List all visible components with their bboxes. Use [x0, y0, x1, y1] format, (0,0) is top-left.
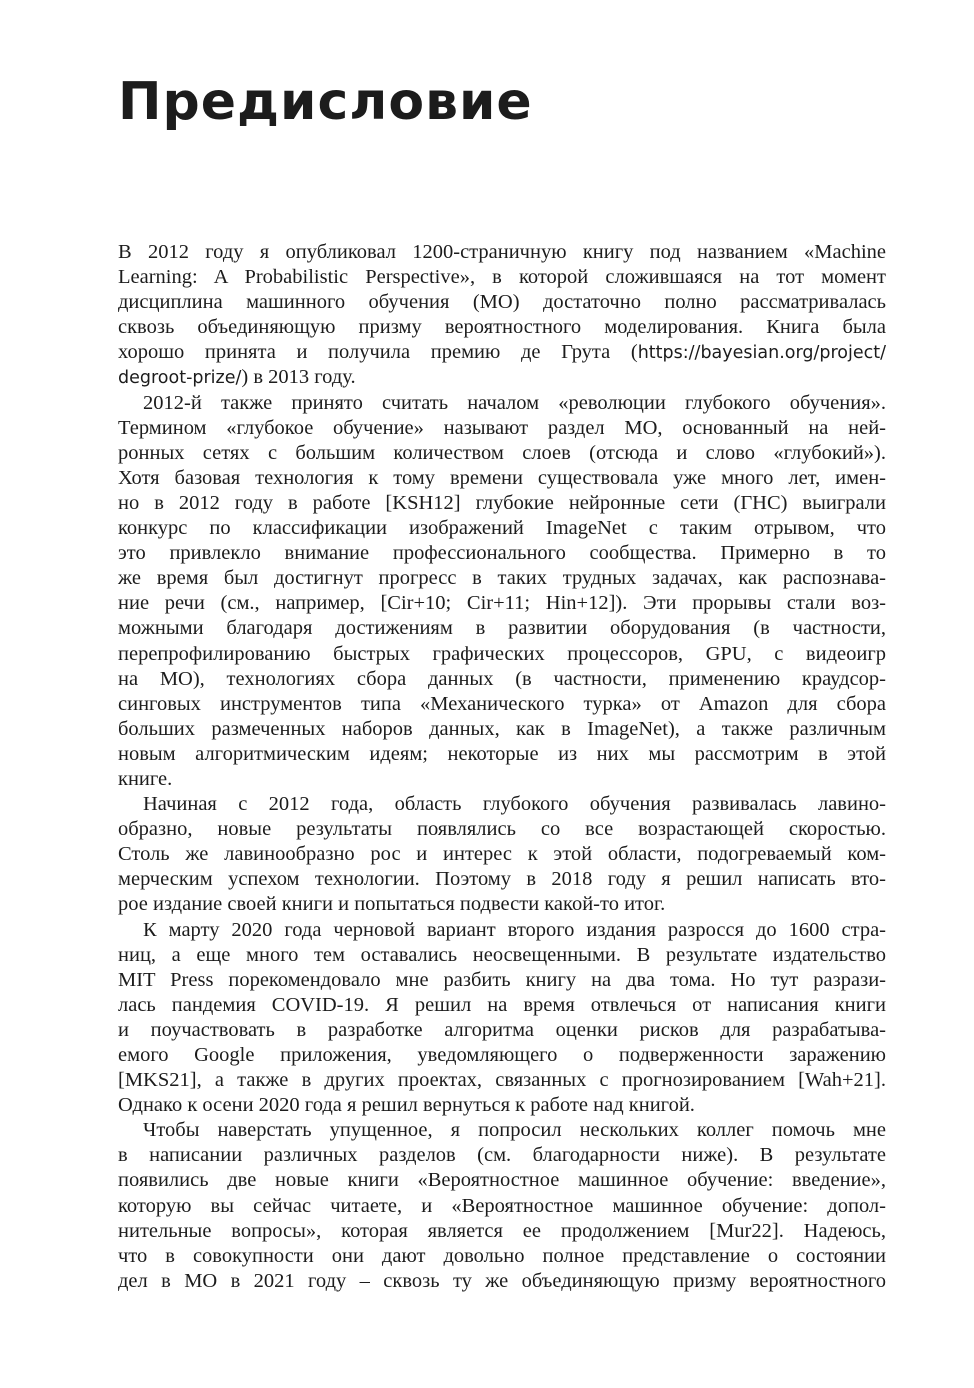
text-line: лась пандемия COVID-19. Я решил на время отвлечься от написания книги	[118, 993, 886, 1016]
text-line: Хотя базовая технология к тому времени существовала уже много лет, имен-	[118, 466, 886, 489]
text-line: 2012-й также принято считать началом «революции глубокого обучения».	[143, 391, 886, 414]
text-line: больших размеченных наборов данных, как в ImageNet), а также различным	[118, 717, 886, 740]
text-line: перепрофилированию быстрых графических процессоров, GPU, с видеоигр	[118, 642, 886, 665]
text-line: degroot-prize/) в 2013 году.	[118, 366, 356, 389]
text-line: К марту 2020 года черновой вариант второго издания разросся до 1600 стра-	[143, 918, 886, 941]
text-line: и поучаствовать в разработке алгоритма оценки рисков для разрабатыва-	[118, 1018, 886, 1041]
text-line: конкурс по классификации изображений ImageNet с таким отрывом, что	[118, 517, 886, 540]
text-line: книге.	[118, 767, 173, 790]
text-line: ние речи (см., например, [Cir+10; Cir+11; Hin+12]). Эти прорывы стали воз-	[118, 592, 886, 615]
text-line: синговых инструментов типа «Механического турка» от Amazon для сбора	[118, 692, 886, 715]
text-line: мерческим успехом технологии. Поэтому в 2018 году я решил написать вто-	[118, 868, 886, 891]
text-line: нительные вопросы», которая является ее продолжением [Mur22]. Надеюсь,	[118, 1219, 886, 1242]
text-line: рое издание своей книги и попытаться подвести какой-то итог.	[118, 893, 666, 916]
text-line: MIT Press порекомендовало мне разбить книгу на два тома. Но тут разрази-	[118, 968, 886, 991]
text-line: ронных сетях с большим количеством слоев (отсюда и слово «глубокий»).	[118, 441, 886, 464]
text-line: это привлекло внимание профессионального сообщества. Примерно в то	[118, 542, 886, 565]
chapter-title: Предисловие	[118, 72, 533, 132]
text-line: что в совокупности они дают довольно полное представление о состоянии	[118, 1244, 886, 1267]
text-line: дисциплина машинного обучения (МО) достаточно полно рассматривалась	[118, 291, 886, 314]
text-line: новым алгоритмическим идеям; некоторые из них мы рассмотрим в этой	[118, 742, 886, 765]
text-line: Начиная с 2012 года, область глубокого обучения развивалась лавино-	[143, 793, 886, 816]
text-line: сквозь объединяющую призму вероятностного моделирования. Книга была	[118, 316, 886, 339]
text-line: на МО), технологиях сбора данных (в частности, применению краудсор-	[118, 667, 886, 690]
text-line: ниц, а еще много тем оставались неосвещенными. В результате издательство	[118, 943, 886, 966]
body-text	[118, 240, 886, 1294]
paragraph	[118, 1118, 886, 1294]
text-line: в написании различных разделов (см. благодарности ниже). В результате	[118, 1144, 886, 1167]
prize-link[interactable]: https://bayesian.org/project/	[637, 343, 886, 364]
text-line: образно, новые результаты появлялись со все возрастающей скоростью.	[118, 818, 886, 841]
prize-link-continued[interactable]: degroot-prize/	[118, 368, 242, 389]
text-line: Однако к осени 2020 года я решил вернуться к работе над книгой.	[118, 1094, 695, 1117]
text-line: но в 2012 году в работе [KSH12] глубокие нейронные сети (ГНС) выиграли	[118, 491, 886, 514]
paragraph	[118, 792, 886, 917]
text-line: же время был достигнут прогресс в таких трудных задачах, как распознава-	[118, 567, 886, 590]
text-line: хорошо принята и получила премию де Грута (https://bayesian.org/project/	[118, 341, 886, 364]
text-line: появились две новые книги «Вероятностное машинное обучение: введение»,	[118, 1169, 886, 1192]
text-line: Чтобы наверстать упущенное, я попросил нескольких коллег помочь мне	[143, 1119, 886, 1142]
text-line: дел в МО в 2021 году – сквозь ту же объединяющую призму вероятностного	[118, 1269, 886, 1292]
text-line: Столь же лавинообразно рос и интерес к этой области, подогреваемый ком-	[118, 843, 886, 866]
paragraph	[118, 240, 886, 391]
text-line: Термином «глубокое обучение» называют раздел МО, основанный на ней-	[118, 416, 886, 439]
text-line: В 2012 году я опубликовал 1200-страничную книгу под названием «Machine	[118, 241, 886, 263]
text-line: которую вы сейчас читаете, и «Вероятностное машинное обучение: допол-	[118, 1194, 886, 1217]
text-line: Learning: A Probabilistic Perspective», в которой сложившаяся на тот момент	[118, 266, 886, 289]
text-line: емого Google приложения, уведомляющего о подверженности заражению	[118, 1044, 886, 1066]
text-line: [MKS21], а также в других проектах, связанных с прогнозированием [Wah+21].	[118, 1069, 886, 1092]
paragraph	[118, 391, 886, 793]
paragraph	[118, 918, 886, 1119]
text-line: можными благодаря достижениям в развитии оборудования (в частности,	[118, 617, 886, 640]
